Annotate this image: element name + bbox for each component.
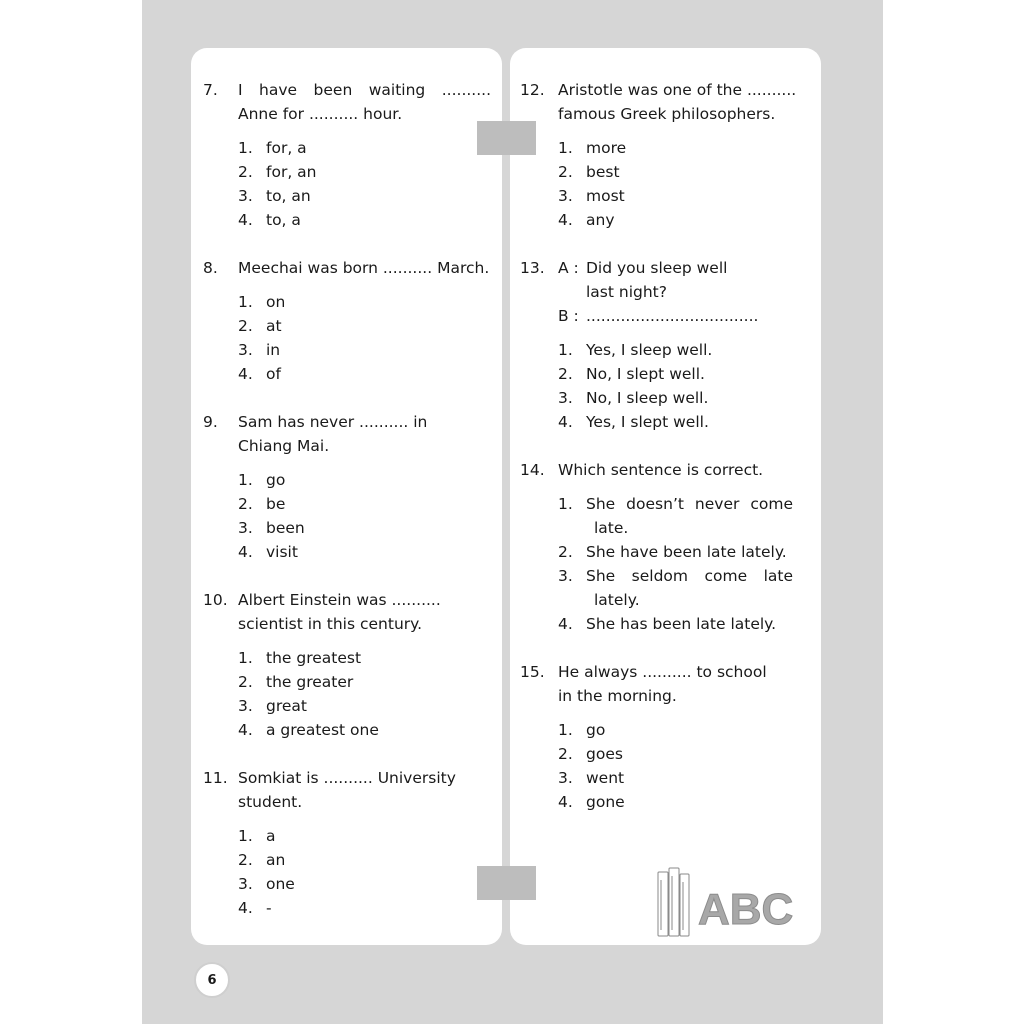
option-text: She doesn’t never come — [586, 495, 793, 513]
question-line: famous Greek philosophers. — [558, 105, 776, 123]
option-text: the greatest — [266, 649, 362, 667]
option-number: 3. — [238, 519, 253, 537]
dialogue-line — [558, 256, 793, 280]
option-text: went — [586, 769, 625, 787]
option-number: 2. — [238, 163, 253, 181]
answer-option[interactable] — [238, 184, 491, 208]
option-text: be — [266, 495, 286, 513]
answer-option[interactable] — [238, 468, 491, 492]
option-number: 2. — [238, 317, 253, 335]
question-text — [238, 78, 491, 126]
answer-option[interactable] — [238, 516, 491, 540]
answer-option[interactable] — [558, 718, 793, 742]
question-line: Anne for .......... hour. — [238, 105, 403, 123]
option-number: 4. — [238, 365, 253, 383]
answer-options — [558, 136, 793, 232]
option-text: in — [266, 341, 281, 359]
answer-option[interactable] — [558, 742, 793, 766]
option-text: for, a — [266, 139, 307, 157]
answer-options — [238, 468, 491, 564]
option-number: 1. — [238, 649, 253, 667]
question-line: Meechai was born .......... March. — [238, 259, 490, 277]
question-line: Which sentence is correct. — [558, 461, 764, 479]
option-text: to, a — [266, 211, 301, 229]
dialogue-speaker: A : — [558, 259, 579, 277]
option-number: 3. — [558, 567, 573, 585]
answer-option-continued — [558, 588, 793, 612]
question-text — [238, 588, 491, 636]
option-text: She seldom come late — [586, 567, 793, 585]
option-number: 1. — [558, 341, 573, 359]
option-number: 1. — [558, 721, 573, 739]
answer-option[interactable] — [558, 790, 793, 814]
answer-option[interactable] — [558, 564, 793, 588]
option-text: gone — [586, 793, 625, 811]
option-text: go — [266, 471, 286, 489]
option-number: 4. — [238, 211, 253, 229]
option-text: any — [586, 211, 615, 229]
option-text: of — [266, 365, 281, 383]
option-number: 4. — [558, 413, 573, 431]
option-text: an — [266, 851, 286, 869]
option-number: 4. — [238, 721, 253, 739]
option-text: No, I sleep well. — [586, 389, 709, 407]
option-number: 1. — [238, 139, 253, 157]
question-line: I have been waiting .......... — [238, 81, 491, 99]
option-text: most — [586, 187, 625, 205]
answer-option[interactable] — [558, 160, 793, 184]
answer-option[interactable] — [238, 540, 491, 564]
question-line: Somkiat is .......... University — [238, 769, 456, 787]
option-text: one — [266, 875, 295, 893]
option-text: a — [266, 827, 276, 845]
answer-option[interactable] — [238, 718, 491, 742]
option-number: 3. — [558, 389, 573, 407]
option-text: goes — [586, 745, 623, 763]
option-number: 1. — [558, 139, 573, 157]
option-text: to, an — [266, 187, 311, 205]
option-number: 3. — [238, 341, 253, 359]
option-text: No, I slept well. — [586, 365, 705, 383]
option-text: go — [586, 721, 606, 739]
answer-option[interactable] — [238, 362, 491, 386]
dialogue-text: ................................... — [586, 307, 759, 325]
dialogue-text: last night? — [586, 283, 667, 301]
option-number: 2. — [558, 745, 573, 763]
answer-option[interactable] — [558, 184, 793, 208]
option-text: great — [266, 697, 307, 715]
answer-option[interactable] — [238, 290, 491, 314]
question-line: student. — [238, 793, 303, 811]
books-abc-logo — [652, 860, 802, 940]
answer-option[interactable] — [238, 694, 491, 718]
answer-options — [238, 290, 491, 386]
answer-option[interactable] — [558, 208, 793, 232]
option-number: 3. — [238, 697, 253, 715]
dialogue-line — [558, 280, 793, 304]
answer-option[interactable] — [558, 492, 793, 516]
option-number: 4. — [238, 543, 253, 561]
answer-options — [238, 136, 491, 232]
answer-option[interactable] — [238, 670, 491, 694]
option-number: 3. — [238, 875, 253, 893]
option-text: She have been late lately. — [586, 543, 787, 561]
option-number: 4. — [238, 899, 253, 917]
option-number: 2. — [238, 673, 253, 691]
option-text: more — [586, 139, 627, 157]
answer-options — [558, 338, 793, 434]
option-text-continued: late. — [594, 519, 629, 537]
answer-option[interactable] — [238, 160, 491, 184]
answer-option[interactable] — [238, 824, 491, 848]
option-number: 1. — [238, 293, 253, 311]
question-number: 13. — [520, 259, 545, 277]
question-text — [238, 256, 491, 280]
question-number: 7. — [203, 81, 218, 99]
option-text: She has been late lately. — [586, 615, 777, 633]
question-line: Sam has never .......... in — [238, 413, 428, 431]
option-number: 2. — [238, 851, 253, 869]
option-number: 3. — [558, 187, 573, 205]
answer-option[interactable] — [558, 386, 793, 410]
answer-option[interactable] — [558, 540, 793, 564]
answer-option[interactable] — [558, 410, 793, 434]
option-text: Yes, I sleep well. — [586, 341, 713, 359]
option-number: 4. — [558, 211, 573, 229]
answer-option[interactable] — [558, 612, 793, 636]
answer-option[interactable] — [238, 136, 491, 160]
answer-option-continued — [558, 516, 793, 540]
option-text: been — [266, 519, 305, 537]
option-text: a greatest one — [266, 721, 379, 739]
answer-option[interactable] — [238, 646, 491, 670]
option-text: the greater — [266, 673, 354, 691]
answer-option[interactable] — [238, 896, 491, 920]
question-number: 10. — [203, 591, 228, 609]
question-line: in the morning. — [558, 687, 677, 705]
option-text-continued: lately. — [594, 591, 640, 609]
answer-option[interactable] — [558, 362, 793, 386]
question-line: Aristotle was one of the .......... — [558, 81, 797, 99]
question-text — [238, 410, 491, 458]
option-text: visit — [266, 543, 298, 561]
answer-option[interactable] — [238, 872, 491, 896]
question-line: scientist in this century. — [238, 615, 423, 633]
answer-option[interactable] — [238, 338, 491, 362]
option-number: 2. — [558, 543, 573, 561]
question-text — [558, 78, 797, 126]
abc-logo-text: ABC — [698, 885, 794, 934]
question-number: 14. — [520, 461, 545, 479]
option-number: 2. — [558, 365, 573, 383]
question-line: Albert Einstein was .......... — [238, 591, 441, 609]
option-number: 4. — [558, 793, 573, 811]
option-text: best — [586, 163, 620, 181]
question-number: 11. — [203, 769, 228, 787]
dialogue-speaker: B : — [558, 307, 579, 325]
option-number: 3. — [238, 187, 253, 205]
dialogue-line — [558, 304, 793, 328]
answer-options — [238, 646, 491, 742]
question-line: Chiang Mai. — [238, 437, 330, 455]
option-text: - — [266, 899, 272, 917]
question-line: He always .......... to school — [558, 663, 767, 681]
answer-option[interactable] — [558, 338, 793, 362]
option-number: 1. — [238, 471, 253, 489]
question-number: 8. — [203, 259, 218, 277]
page-number: 6 — [194, 962, 230, 998]
answer-option[interactable] — [238, 314, 491, 338]
option-text: Yes, I slept well. — [586, 413, 709, 431]
option-number: 3. — [558, 769, 573, 787]
dialogue-text: Did you sleep well — [586, 259, 728, 277]
question-number: 15. — [520, 663, 545, 681]
question-text — [558, 458, 793, 482]
option-number: 2. — [558, 163, 573, 181]
answer-options — [558, 718, 793, 814]
option-number: 2. — [238, 495, 253, 513]
option-number: 1. — [558, 495, 573, 513]
books-icon — [658, 868, 689, 936]
answer-options — [238, 824, 491, 920]
option-number: 1. — [238, 827, 253, 845]
answer-option[interactable] — [238, 492, 491, 516]
answer-option[interactable] — [558, 766, 793, 790]
question-number: 12. — [520, 81, 545, 99]
question-number: 9. — [203, 413, 218, 431]
answer-option[interactable] — [238, 208, 491, 232]
option-text: at — [266, 317, 282, 335]
answer-option[interactable] — [558, 136, 793, 160]
answer-options — [558, 492, 793, 636]
option-text: on — [266, 293, 286, 311]
question-text — [238, 766, 491, 814]
question-text — [558, 256, 793, 328]
question-text — [558, 660, 793, 708]
option-number: 4. — [558, 615, 573, 633]
option-text: for, an — [266, 163, 317, 181]
answer-option[interactable] — [238, 848, 491, 872]
